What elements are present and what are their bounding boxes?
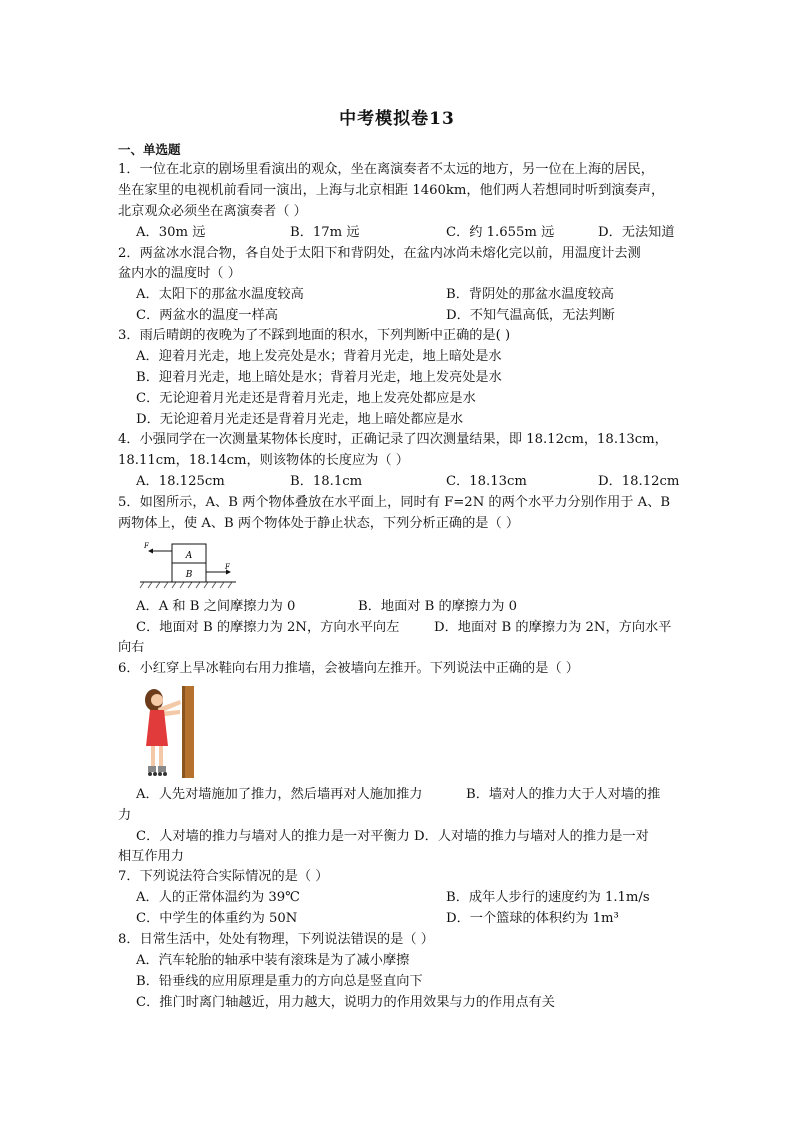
skate-left (148, 766, 156, 772)
q3-option-d: D．无论迎着月光走还是背着月光走，地上暗处都应是水 (136, 412, 464, 427)
stacked-blocks-figure (138, 538, 238, 590)
q5-line-1: 5．如图所示，A、B 两个物体叠放在水平面上，同时有 F=2N 的两个水平力分别作用于 A、B (118, 495, 671, 510)
q4-line-1: 4．小强同学在一次测量某物体长度时，正确记录了四次测量结果，即 18.12cm，18.13cm， (118, 432, 668, 447)
q3-line-1: 3．雨后晴朗的夜晚为了不踩到地面的积水，下列判断中正确的是( ) (118, 328, 511, 343)
q6-option-b-cont: 力 (118, 808, 132, 823)
block-b-label: B (185, 570, 193, 580)
q3-option-b: B．迎着月光走，地上暗处是水；背着月光走，地上发亮处是水 (136, 370, 502, 385)
q6-option-b: B．墙对人的推力大于人对墙的推 (466, 787, 661, 802)
q4-option-d: D．18.12cm (598, 474, 680, 489)
q1-option-b: B．17m 远 (290, 225, 360, 240)
q7-option-d: D．一个篮球的体积约为 1m³ (446, 911, 619, 926)
q5-option-d-cont: 向右 (118, 640, 145, 655)
q8-option-b: B．铅垂线的应用原理是重力的方向总是竖直向下 (136, 974, 423, 989)
q5-option-b: B．地面对 B 的摩擦力为 0 (358, 599, 518, 614)
q2-line-2: 盆内水的温度时（ ） (118, 266, 241, 281)
q2-option-d: D．不知气温高低，无法判断 (446, 308, 615, 323)
section-heading: 一、单选题 (118, 142, 181, 157)
q6-option-cd: C．人对墙的推力与墙对人的推力是一对平衡力 D．人对墙的推力与墙对人的推力是一对 (136, 829, 649, 844)
ground-hatching (140, 582, 236, 588)
q2-line-1: 2．两盆冰水混合物，各自处于太阳下和背阴处，在盆内冰尚未熔化完以前，用温度计去测 (118, 246, 641, 261)
q1-line-1: 1．一位在北京的剧场里看演出的观众，坐在离演奏者不太远的地方，另一位在上海的居民， (118, 162, 654, 177)
q4-line-2: 18.11cm，18.14cm，则该物体的长度应为（ ） (118, 453, 409, 468)
block-a-label: A (185, 551, 193, 561)
q2-option-b: B．背阴处的那盆水温度较高 (446, 287, 614, 302)
q4-option-a: A．18.125cm (136, 474, 225, 489)
q2-option-c: C．两盆水的温度一样高 (136, 308, 278, 323)
q1-option-c: C．约 1.655m 远 (446, 225, 555, 240)
q5-option-c: C．地面对 B 的摩擦力为 2N，方向水平向左 (136, 620, 400, 635)
girl-pushing-wall-figure (136, 686, 194, 778)
force-label-left: F (144, 542, 149, 550)
q4-option-b: B．18.1cm (290, 474, 363, 489)
q8-option-c: C．推门时离门轴越近，用力越大，说明力的作用效果与力的作用点有关 (136, 995, 555, 1010)
head (151, 694, 163, 706)
q6-option-d-cont: 相互作用力 (118, 849, 184, 864)
skate-right (158, 766, 166, 772)
q1-option-a: A．30m 远 (136, 225, 206, 240)
q3-option-a: A．迎着月光走，地上发亮处是水；背着月光走，地上暗处是水 (136, 349, 502, 364)
q2-option-a: A．太阳下的那盆水温度较高 (136, 287, 304, 302)
q7-option-c: C．中学生的体重约为 50N (136, 911, 298, 926)
q5-option-a: A．A 和 B 之间摩擦力为 0 (136, 599, 296, 614)
page-title: 中考模拟卷13 (339, 109, 455, 129)
force-label-right: F (225, 563, 230, 571)
q4-option-c: C．18.13cm (446, 474, 527, 489)
q1-option-d: D．无法知道 (598, 225, 675, 240)
q5-option-d: D．地面对 B 的摩擦力为 2N，方向水平 (434, 620, 672, 635)
q8-line-1: 8．日常生活中，处处有物理，下列说法错误的是（ ） (118, 932, 434, 947)
q6-line-1: 6．小红穿上旱冰鞋向右用力推墙，会被墙向左推开。下列说法中正确的是（ ） (118, 661, 579, 676)
q5-line-2: 两物体上，使 A、B 两个物体处于静止状态，下列分析正确的是（ ） (118, 516, 520, 531)
q8-option-a: A．汽车轮胎的轴承中装有滚珠是为了减小摩擦 (136, 953, 410, 968)
q7-option-a: A．人的正常体温约为 39℃ (136, 890, 300, 905)
q7-line-1: 7．下列说法符合实际情况的是（ ） (118, 869, 329, 884)
q6-option-a: A．人先对墙施加了推力，然后墙再对人施加推力 (136, 787, 423, 802)
q1-line-3: 北京观众必须坐在离演奏者（ ） (118, 204, 307, 219)
q1-line-2: 坐在家里的电视机前看同一演出，上海与北京相距 1460km，他们两人若想同时听到演奏声， (118, 183, 665, 198)
q3-option-c: C．无论迎着月光走还是背着月光走，地上发亮处都应是水 (136, 391, 476, 406)
q7-option-b: B．成年人步行的速度约为 1.1m/s (446, 890, 650, 905)
